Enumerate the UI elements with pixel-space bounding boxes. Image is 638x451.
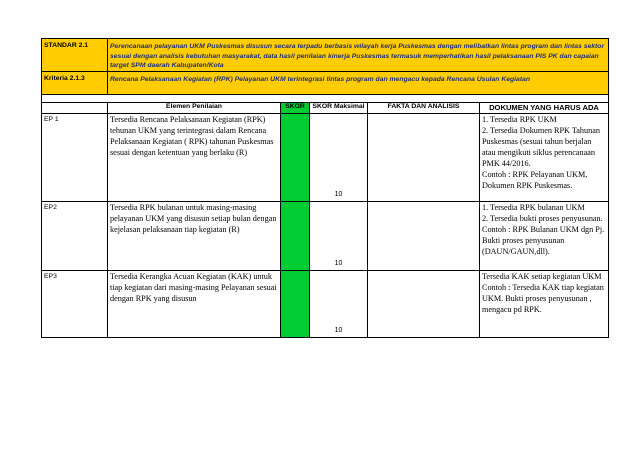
skor-max-value: 10 <box>334 190 343 198</box>
spacer-row <box>42 94 609 102</box>
dokumen-cell[interactable] <box>480 113 609 201</box>
table-row-ep1 <box>42 113 609 201</box>
dokumen-text: Tersedia KAK setiap kegiatan UKM Contoh : Tersedia KAK tiap kegiatan UKM. Bukti proses penyusunan , mengacu pd RPK. <box>482 271 604 314</box>
dokumen-text: 1. Tersedia RPK bulanan UKM 2. Tersedia bukti proses penyusunan. Contoh : RPK Bulanan UKM dgn Pj. Bukti proses penyusunan (DAUN/GAUN,dll). <box>482 202 605 256</box>
skor-cell[interactable] <box>281 201 310 270</box>
header-dokumen[interactable]: DOKUMEN YANG HARUS ADA <box>480 102 609 113</box>
skor-max-value: 10 <box>334 259 343 267</box>
skor-max-value: 10 <box>334 326 343 334</box>
ep-label[interactable]: EP2 <box>42 201 108 270</box>
assessment-table <box>41 38 609 338</box>
fakta-cell[interactable] <box>368 270 480 337</box>
dokumen-cell[interactable] <box>480 270 609 337</box>
header-elemen[interactable]: Elemen Penilaian <box>108 102 281 113</box>
standar-label[interactable]: STANDAR 2.1 <box>42 39 108 72</box>
ep-label[interactable]: EP3 <box>42 270 108 337</box>
elemen-cell[interactable]: Tersedia Kerangka Acuan Kegiatan (KAK) untuk tiap kegiatan dari masing-masing Pelayanan sesuai dengan RPK yang disusun <box>108 270 281 337</box>
standar-text[interactable]: Perencanaan pelayanan UKM Puskesmas disusun secara terpadu berbasis wilayah kerja Puskesmas dengan melibatkan lintas program dan lintas sektor sesuai dengan analisis kebutuhan masyarakat, data hasil penilaian kinerja Puskesmas termasuk memperhatikan hasil pelaksanaan PIS PK dan capaian target SPM daerah Kabupaten/Kota <box>108 39 609 72</box>
dokumen-text: 1. Tersedia RPK UKM 2. Tersedia Dokumen RPK Tahunan Puskesmas (sesuai tahun berjalan atau mengikuti siklus perencanaan PMK 44/2016. Contoh : RPK Pelayanan UKM, Dokumen RPK Puskesmas. <box>482 114 600 190</box>
dokumen-cell[interactable] <box>480 201 609 270</box>
kriteria-label[interactable]: Kriteria 2.1.3 <box>42 71 108 94</box>
kriteria-row <box>42 71 609 94</box>
table-row-ep2 <box>42 201 609 270</box>
header-ep[interactable] <box>42 102 108 113</box>
ep-label[interactable]: EP 1 <box>42 113 108 201</box>
fakta-cell[interactable] <box>368 113 480 201</box>
header-skor[interactable]: SKOR <box>281 102 310 113</box>
standar-row <box>42 39 609 72</box>
skor-max-cell[interactable] <box>310 201 368 270</box>
column-header-row <box>42 102 609 113</box>
header-skor-max[interactable]: SKOR Maksimal <box>310 102 368 113</box>
skor-max-cell[interactable] <box>310 270 368 337</box>
kriteria-text[interactable]: Rencana Pelaksanaan Kegiatan (RPK) Pelayanan UKM terintegrasi lintas program dan mengacu kepada Rencana Usulan Kegiatan <box>108 71 609 94</box>
elemen-cell[interactable]: Tersedia Rencana Pelaksanaan Kegiatan (RPK) tehunan UKM yang terintegrasi dalam Rencana Pelaksanaan Kegiatan ( RPK) tahunan Puskesmas sesuai dengan ketentuan yang berlaku (R) <box>108 113 281 201</box>
elemen-cell[interactable]: Tersedia RPK bulanan untuk masing-masing pelayanan UKM yang disusun setiap bulan dengan kejelasan pelaksanaan tiap kegiatan (R) <box>108 201 281 270</box>
table-row-ep3 <box>42 270 609 337</box>
skor-cell[interactable] <box>281 113 310 201</box>
fakta-cell[interactable] <box>368 201 480 270</box>
header-fakta[interactable]: FAKTA DAN ANALISIS <box>368 102 480 113</box>
skor-cell[interactable] <box>281 270 310 337</box>
skor-max-cell[interactable] <box>310 113 368 201</box>
